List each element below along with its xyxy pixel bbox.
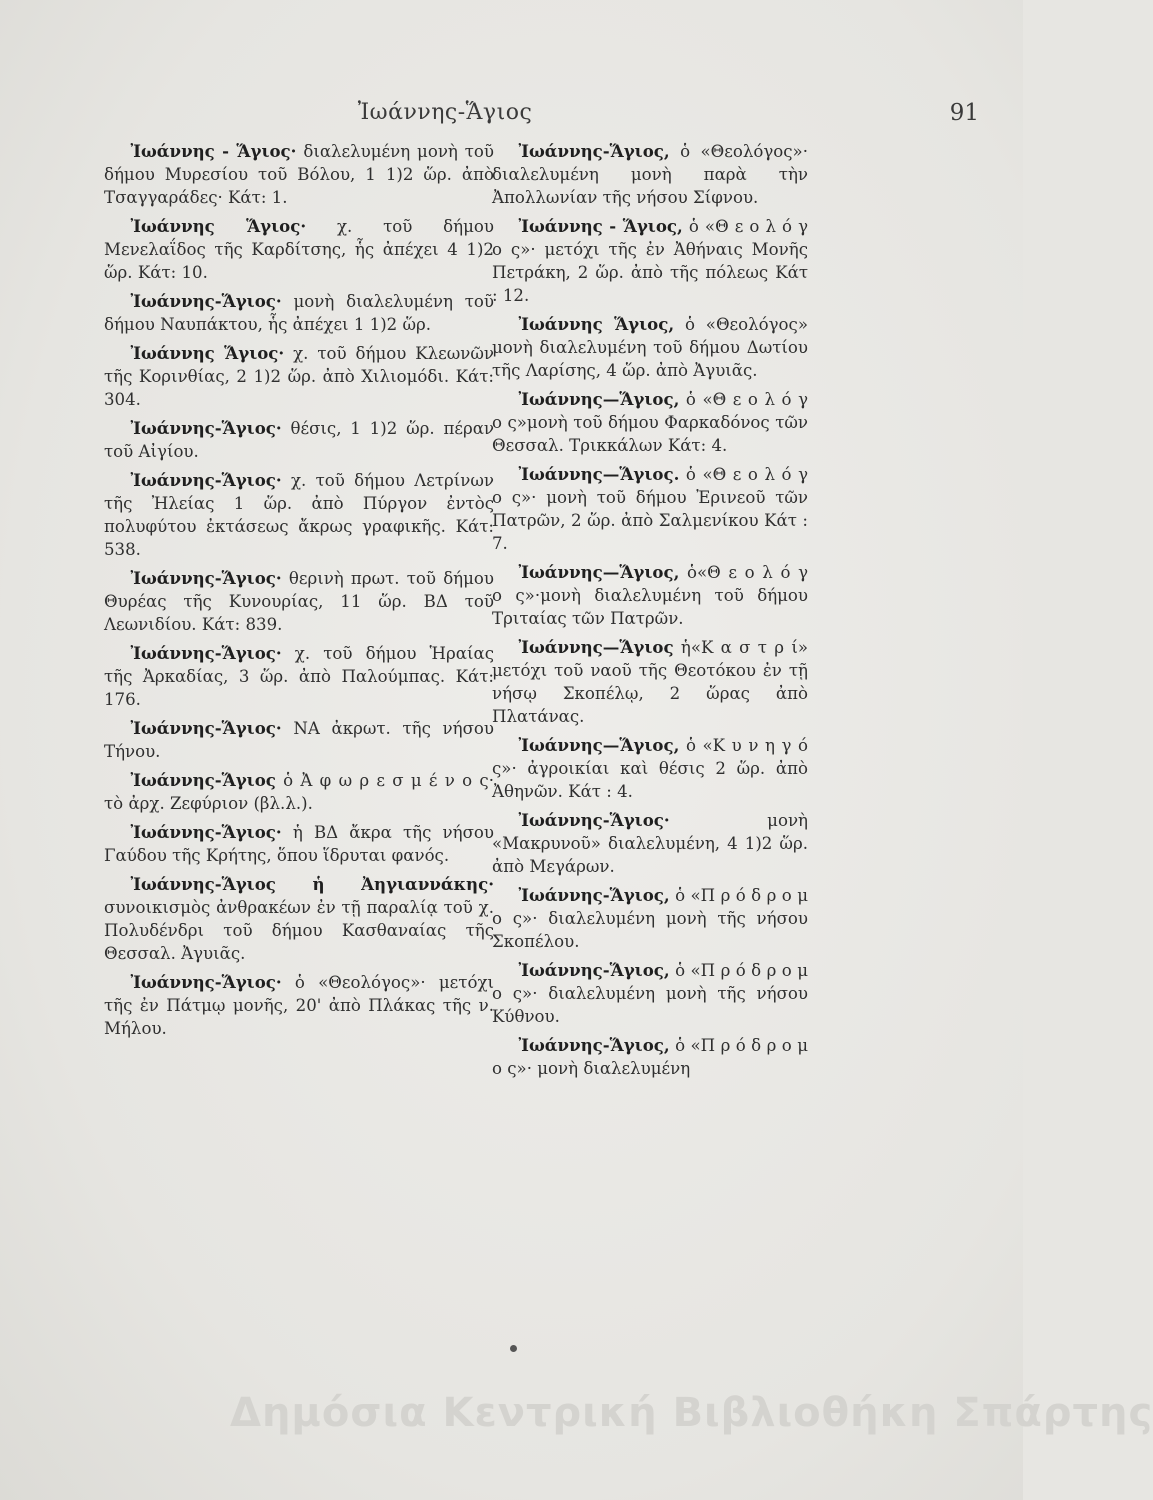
entry-text: συνοικισμὸς ἀνθρακέων ἐν τῇ παραλίᾳ τοῦ χ. Πολυδένδρι τοῦ δήμου Κασθαναίας τῆς Θεσσαλ. Ἀγυιᾶς. <box>104 898 494 963</box>
entry-headword: Ἰωάννης - Ἅγιος· <box>130 141 297 161</box>
library-watermark: Δημόσια Κεντρική Βιβλιοθήκη Σπάρτης <box>230 1390 1153 1436</box>
entry-headword: Ἰωάννης Ἅγιος· <box>130 216 307 236</box>
gazetteer-entry <box>492 636 808 728</box>
entry-headword: Ἰωάννης-Ἅγιος <box>130 770 276 790</box>
entry-headword: Ἰωάννης—Ἅγιος, <box>518 389 680 409</box>
entry-text: ὁ «Θ ε ο λ ό γ ο ς»· μονὴ τοῦ δήμου Ἐρινεοῦ τῶν Πατρῶν, 2 ὥρ. ἀπὸ Σαλμενίκου Κάτ : 7. <box>492 465 808 553</box>
entry-text: ὁ «Θεολόγος»· μετόχι τῆς ἐν Πάτμῳ μονῆς, 20' ἀπὸ Πλάκας τῆς ν. Μήλου. <box>104 973 494 1038</box>
entry-text: ἡ«Κ α σ τ ρ ί» μετόχι τοῦ ναοῦ τῆς Θεοτόκου ἐν τῇ νήσῳ Σκοπέλῳ, 2 ὥρας ἀπὸ Πλατάνας. <box>492 638 808 726</box>
entry-headword: Ἰωάννης-Ἅγιος· <box>518 810 670 830</box>
gazetteer-entry <box>492 463 808 555</box>
running-head: Ἰωάννης-Ἅγιος <box>357 100 533 125</box>
entry-headword: Ἰωάννης—Ἅγιος <box>518 637 674 657</box>
gazetteer-entry <box>104 971 494 1040</box>
entry-headword: Ἰωάννης-Ἅγιος, <box>518 960 670 980</box>
gazetteer-entry <box>104 769 494 815</box>
entry-headword: Ἰωάννης—Ἅγιος. <box>518 464 680 484</box>
left-column <box>104 140 494 1046</box>
entry-headword: Ἰωάννης-Ἅγιος· <box>130 470 282 490</box>
entry-text: ὁ «Θ ε ο λ ό γ ο ς»μονὴ τοῦ δήμου Φαρκαδόνος τῶν Θεσσαλ. Τρικκάλων Κάτ: 4. <box>492 390 808 455</box>
gazetteer-entry <box>104 342 494 411</box>
entry-headword: Ἰωάννης-Ἅγιος· <box>130 418 282 438</box>
right-column <box>492 140 808 1086</box>
entry-text: ὁ «Θεολόγος» μονὴ διαλελυμένη τοῦ δήμου Δωτίου τῆς Λαρίσης, 4 ὥρ. ἀπὸ Ἀγυιᾶς. <box>492 315 808 380</box>
page-number: 91 <box>949 100 979 126</box>
entry-headword: Ἰωάννης-Ἅγιος, <box>518 885 670 905</box>
gazetteer-entry <box>104 717 494 763</box>
entry-text: ὁ «Π ρ ό δ ρ ο μ ο ς»· διαλελυμένη μονὴ τῆς νήσου Κύθνου. <box>492 961 808 1026</box>
entry-text: μονὴ διαλελυμένη τοῦ δήμου Ναυπάκτου, ἧς ἀπέχει 1 1)2 ὥρ. <box>104 292 494 334</box>
gazetteer-entry <box>104 642 494 711</box>
entry-headword: Ἰωάννης-Ἅγιος· <box>130 718 282 738</box>
gazetteer-entry <box>492 1034 808 1080</box>
entry-headword: Ἰωάννης-Ἅγιος, <box>518 1035 670 1055</box>
gazetteer-entry <box>104 469 494 561</box>
gazetteer-entry <box>104 290 494 336</box>
entry-text: διαλελυμένη μονὴ τοῦ δήμου Μυρεσίου τοῦ Βόλου, 1 1)2 ὥρ. ἀπὸ Τσαγγαράδες· Κάτ: 1. <box>104 142 494 207</box>
entry-headword: Ἰωάννης-Ἅγιος ἡ Ἀηγιαννάκης· <box>130 874 494 894</box>
entry-headword: Ἰωάννης-Ἅγιος· <box>130 972 282 992</box>
gazetteer-entry <box>104 873 494 965</box>
gazetteer-entry <box>104 821 494 867</box>
entry-headword: Ἰωάννης—Ἅγιος, <box>518 735 680 755</box>
gazetteer-entry <box>492 884 808 953</box>
entry-text: χ. τοῦ δήμου Λετρίνων τῆς Ἠλείας 1 ὥρ. ἀπὸ Πύργον ἐντὸς πολυφύτου ἐκτάσεως ἄκρως γραφικῆς. Κάτ: 538. <box>104 471 494 559</box>
gazetteer-entry <box>492 215 808 307</box>
entry-headword: Ἰωάννης-Ἅγιος· <box>130 822 282 842</box>
entry-headword: Ἰωάννης Ἅγιος· <box>130 343 285 363</box>
entry-text: ὁ Ἀ φ ω ρ ε σ μ έ ν ο ς· τὸ ἀρχ. Ζεφύριον (βλ.λ.). <box>104 771 494 813</box>
entry-text: ὁ «Κ υ ν η γ ό ς»· ἀγροικίαι καὶ θέσις 2 ὥρ. ἀπὸ Ἀθηνῶν. Κάτ : 4. <box>492 736 808 801</box>
entry-headword: Ἰωάννης - Ἅγιος, <box>518 216 683 236</box>
gazetteer-entry <box>492 140 808 209</box>
entry-text: ὁ «Π ρ ό δ ρ ο μ ο ς»· διαλελυμένη μονὴ τῆς νήσου Σκοπέλου. <box>492 886 808 951</box>
gazetteer-entry <box>492 561 808 630</box>
entry-text: χ. τοῦ δήμου Ἡραίας τῆς Ἀρκαδίας, 3 ὥρ. ἀπὸ Παλούμπας. Κάτ: 176. <box>104 644 494 709</box>
gazetteer-entry <box>492 388 808 457</box>
entry-text: μονὴ «Μακρυνοῦ» διαλελυμένη, 4 1)2 ὥρ. ἀπὸ Μεγάρων. <box>492 811 808 876</box>
entry-headword: Ἰωάννης-Ἅγιος, <box>518 141 670 161</box>
entry-headword: Ἰωάννης—Ἅγιος, <box>518 562 680 582</box>
gazetteer-entry <box>104 140 494 209</box>
entry-text: χ. τοῦ δήμου Κλεωνῶν τῆς Κορινθίας, 2 1)2 ὥρ. ἀπὸ Χιλιομόδι. Κάτ: 304. <box>104 344 494 409</box>
entry-text: ἡ ΒΔ ἄκρα τῆς νήσου Γαύδου τῆς Κρήτης, ὅπου ἵδρυται φανός. <box>104 823 494 865</box>
entry-text: θερινὴ πρωτ. τοῦ δήμου Θυρέας τῆς Κυνουρίας, 11 ὥρ. ΒΔ τοῦ Λεωνιδίου. Κάτ: 839. <box>104 569 494 634</box>
entry-text: θέσις, 1 1)2 ὥρ. πέραν τοῦ Αἰγίου. <box>104 419 494 461</box>
gazetteer-entry <box>104 567 494 636</box>
entry-text: ὁ«Θ ε ο λ ό γ ο ς»·μονὴ διαλελυμένη τοῦ δήμου Τριταίας τῶν Πατρῶν. <box>492 563 808 628</box>
entry-headword: Ἰωάννης-Ἅγιος· <box>130 568 282 588</box>
entry-headword: Ἰωάννης Ἅγιος, <box>518 314 675 334</box>
gazetteer-entry <box>492 959 808 1028</box>
gazetteer-entry <box>104 417 494 463</box>
entry-text: ὁ «Π ρ ό δ ρ ο μ ο ς»· μονὴ διαλελυμένη <box>492 1036 808 1078</box>
gazetteer-entry <box>492 734 808 803</box>
gazetteer-entry <box>492 313 808 382</box>
entry-text: χ. τοῦ δήμου Μενελαΐδος τῆς Καρδίτσης, ἧς ἀπέχει 4 1)2 ὥρ. Κάτ: 10. <box>104 217 494 282</box>
entry-text: ὁ «Θεολόγος»· διαλελυμένη μονὴ παρὰ τὴν Ἀπολλωνίαν τῆς νήσου Σίφνου. <box>492 142 808 207</box>
entry-headword: Ἰωάννης-Ἅγιος· <box>130 643 282 663</box>
entry-text: ὁ «Θ ε ο λ ό γ ο ς»· μετόχι τῆς ἐν Ἀθήναις Μονῆς Πετράκη, 2 ὥρ. ἀπὸ τῆς πόλεως Κάτ : 12. <box>492 217 808 305</box>
gazetteer-entry <box>104 215 494 284</box>
entry-text: ΝΑ ἀκρωτ. τῆς νήσου Τήνου. <box>104 719 494 761</box>
ink-dot <box>510 1345 517 1352</box>
gazetteer-entry <box>492 809 808 878</box>
entry-headword: Ἰωάννης-Ἅγιος· <box>130 291 282 311</box>
